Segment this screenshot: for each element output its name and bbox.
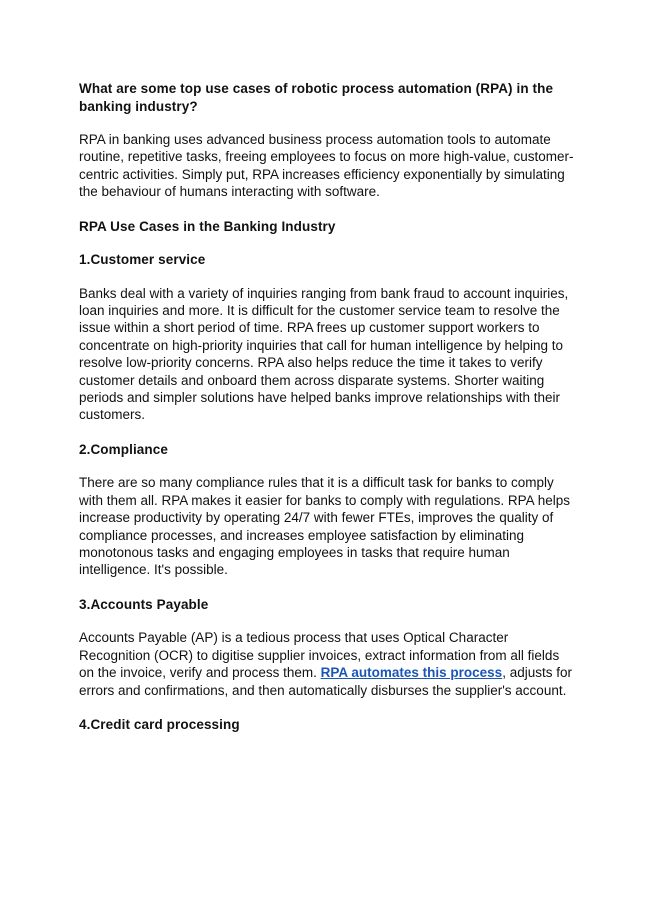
credit-card-heading: 4.Credit card processing xyxy=(79,716,240,732)
accounts-payable-text-after: , adjusts for errors and confirmations, and then automatically disburses the supplier's account. xyxy=(79,665,572,698)
document-title: What are some top use cases of robotic process automation (RPA) in the banking industry? xyxy=(79,81,554,114)
accounts-payable-paragraph xyxy=(79,629,575,699)
intro-paragraph: RPA in banking uses advanced business process automation tools to automate routine, repetitive tasks, freeing employees to focus on more high-value, customer-centric activities. Simply put, RPA increases efficiency exponentially by simulating the behaviour of humans interacting with software. xyxy=(79,132,574,200)
rpa-automates-link[interactable]: RPA automates this process xyxy=(320,665,503,681)
accounts-payable-text-before: Accounts Payable (AP) is a tedious process that uses Optical Character Recognition (OCR) to digitise supplier invoices, extract information from all fields on the invoice, verify and process them. xyxy=(79,630,560,681)
document-page xyxy=(79,80,575,749)
accounts-payable-heading: 3.Accounts Payable xyxy=(79,596,209,612)
section-heading: RPA Use Cases in the Banking Industry xyxy=(79,218,336,234)
customer-service-paragraph: Banks deal with a variety of inquiries ranging from bank fraud to account inquiries, loan inquiries and more. It is difficult for the customer service team to resolve the issue within a short period of time. RPA frees up customer support workers to concentrate on high-priority inquiries that call for human intelligence by helping to resolve low-priority concerns. RPA also helps reduce the time it takes to verify customer details and onboard them across disparate systems. Shorter waiting periods and simpler solutions have helped banks improve relationships with their customers. xyxy=(79,285,569,423)
compliance-paragraph: There are so many compliance rules that it is a difficult task for banks to comply with them all. RPA makes it easier for banks to comply with regulations. RPA helps increase productivity by operating 24/7 with fewer FTEs, improves the quality of compliance processes, and increases employee satisfaction by eliminating monotonous tasks and engaging employees in tasks that require human intelligence. It's possible. xyxy=(79,475,570,578)
compliance-heading: 2.Compliance xyxy=(79,441,168,457)
customer-service-heading: 1.Customer service xyxy=(79,252,206,268)
